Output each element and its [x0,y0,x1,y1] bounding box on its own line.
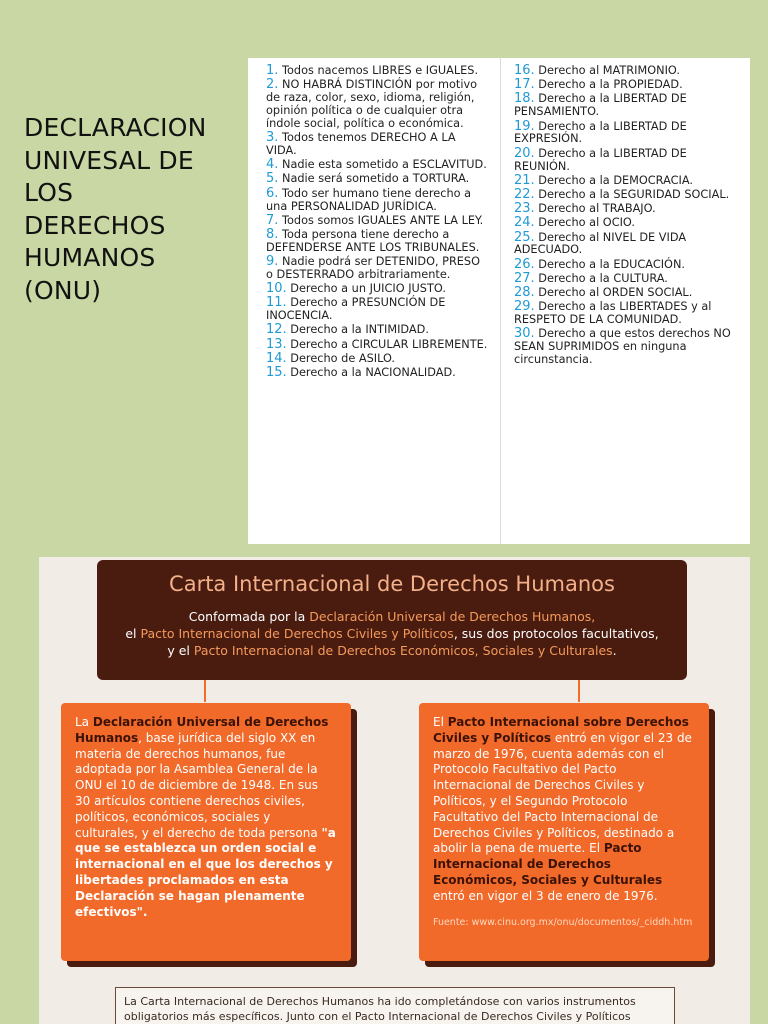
subtitle-highlight: Pacto Internacional de Derechos Económicos, Sociales y Culturales [193,643,613,658]
right-item [514,256,739,272]
carta-infographic [39,557,750,1024]
right-number: 5. [266,171,279,187]
right-item [266,226,488,255]
infographic-subtitle [97,608,687,659]
right-item [514,145,739,174]
right-text: Derecho a la SEGURIDAD SOCIAL. [538,187,730,201]
right-text: Derecho a PRESUNCIÓN DE INOCENCIA. [266,296,446,323]
box-text: entró en vigor el 3 de enero de 1976. [433,888,658,903]
right-text: Derecho a las LIBERTADES y al RESPETO DE LA COMUNIDAD. [514,300,712,327]
right-text: Derecho a la LIBERTAD DE PENSAMIENTO. [514,92,687,119]
right-number: 30. [514,326,535,342]
right-text: Nadie podrá ser DETENIDO, PRESO o DESTERRADO arbitrariamente. [266,255,480,281]
right-text: Nadie esta sometido a ESCLAVITUD. [282,158,487,172]
column-divider [500,58,501,544]
right-text: NO HABRÁ DISTINCIÓN por motivo de raza, color, sexo, idioma, religión, opinión política o de cualquier otra índole social, política o económica. [266,78,478,130]
right-item [266,324,488,337]
right-text: Derecho al MATRIMONIO. [538,64,680,77]
subtitle-highlight: Declaración Universal de Derechos Humanos, [309,609,596,624]
right-item [514,172,739,188]
right-number: 21. [514,172,535,188]
right-number: 26. [514,256,535,272]
right-number: 27. [514,270,535,286]
connector-line [204,680,206,702]
subtitle-text: , sus dos protocolos facultativos, [453,626,659,641]
right-item [514,217,739,230]
right-number: 19. [514,118,535,134]
right-item [266,350,488,366]
right-text: Derecho a la INTIMIDAD. [290,323,429,337]
right-item [266,79,488,131]
box-text: , base jurídica del siglo XX en materia de derechos humanos, fue adoptada por la Asamblea General de la ONU el 10 de diciembre de 1948. En sus 30 artículos contiene derechos civiles, políticos, económicos, sociales y culturales, y el derecho de toda persona [75,730,322,840]
right-text: Derecho a la CULTURA. [538,271,668,285]
right-text: Derecho a la DEMOCRACIA. [538,173,693,187]
right-text: Derecho al NIVEL DE VIDA ADECUADO. [514,230,687,257]
box-quote: "a que se establezca un orden social e internacional en el que los derechos y libertades proclamados en esta Declaración se hagan plenamente efectivos". [75,825,336,919]
right-item [266,65,488,78]
right-number: 1. [266,63,279,78]
right-number: 23. [514,201,535,217]
right-number: 9. [266,254,279,270]
right-number: 6. [266,185,279,201]
right-number: 3. [266,130,279,146]
right-text: Todos tenemos DERECHO A LA VIDA. [266,131,456,158]
right-item [514,93,739,119]
box-text: El [433,715,448,729]
right-number: 2. [266,77,279,93]
right-item [266,159,488,172]
right-text: Derecho a la NACIONALIDAD. [290,366,456,380]
right-text: Derecho al ORDEN SOCIAL. [538,286,693,300]
source-text: Fuente: www.cinu.org.mx/onu/documentos/_ciddh.htm [433,916,693,928]
right-number: 13. [266,336,287,352]
box-text-bold: Pacto Internacional sobre Derechos Civiles y Políticos [433,715,689,745]
right-text: Toda persona tiene derecho a DEFENDERSE ANTE LOS TRIBUNALES. [266,227,480,254]
right-item [514,270,739,286]
right-text: Derecho a la PROPIEDAD. [538,78,683,92]
right-item [266,297,488,323]
right-item [266,173,488,186]
right-item [514,229,739,258]
right-text: Derecho al TRABAJO. [538,202,656,216]
title-line: HUMANOS [24,243,156,272]
title-line: DERECHOS [24,210,166,240]
right-item [266,256,488,282]
infographic-title: Carta Internacional de Derechos Humanos [169,572,615,596]
box-text-bold: Declaración Universal de Derechos Humanos [75,715,329,745]
right-number: 15. [266,365,287,381]
right-item [514,203,739,216]
slide-title [24,112,239,307]
right-number: 14. [266,350,287,366]
right-number: 11. [266,295,287,311]
right-number: 28. [514,285,535,301]
right-number: 8. [266,226,279,242]
subtitle-text: el [125,626,141,641]
declaracion-box [61,703,351,961]
right-text: Derecho a la LIBERTAD DE REUNIÓN. [514,146,687,173]
right-text: Todo ser humano tiene derecho a una PERSONALIDAD JURÍDICA. [266,186,472,213]
right-text: Derecho a CIRCULAR LIBREMENTE. [290,337,488,351]
right-text: Derecho al OCIO. [538,216,635,230]
right-text: Todos nacemos LIBRES e IGUALES. [282,64,479,77]
right-number: 20. [514,145,535,161]
right-number: 24. [514,215,535,231]
right-number: 29. [514,299,535,315]
right-text: Derecho a que estos derechos NO SEAN SUPRIMIDOS en ninguna circunstancia. [514,327,731,367]
right-item [266,212,488,228]
right-item [514,186,739,202]
right-text: Derecho de ASILO. [290,351,396,365]
right-number: 18. [514,91,535,107]
right-item [514,65,739,78]
rights-list-image [248,58,750,544]
infographic-header [97,560,687,680]
subtitle-highlight: Pacto Internacional de Derechos Civiles y Políticos [140,626,454,641]
right-number: 7. [266,212,279,228]
right-text: Derecho a la EDUCACIÓN. [538,257,685,271]
right-number: 25. [514,229,535,245]
right-text: Derecho a la LIBERTAD DE EXPRESIÓN. [514,119,687,146]
right-item [266,336,488,352]
subtitle-text: . [612,643,617,658]
rights-column-right [514,65,739,368]
title-line: LOS [24,178,74,207]
right-item [514,328,739,367]
right-item [514,301,739,327]
title-line: (ONU) [24,275,102,305]
title-line: DECLARACION [24,113,207,142]
right-number: 4. [266,157,279,173]
subtitle-text: Conformada por la [188,609,310,624]
right-item [266,367,488,380]
right-item [514,79,739,92]
right-number: 10. [266,281,287,297]
rights-column-left [266,65,488,381]
right-text: Derecho a un JUICIO JUSTO. [290,282,446,296]
right-number: 22. [514,186,535,202]
right-number: 16. [514,63,535,78]
right-number: 12. [266,322,287,338]
pacto-box [419,703,709,961]
right-item [266,132,488,158]
right-item [514,287,739,300]
box-text-bold: Pacto Internacional de Derechos Económicos, Sociales y Culturales [433,841,663,887]
right-item [514,118,739,147]
right-item [266,283,488,296]
right-item [266,185,488,214]
bottom-note: La Carta Internacional de Derechos Humanos ha ido completándose con varios instrumentos obligatorios más específicos. Junto con el Pacto Internacional de Derechos Civiles y Políticos [115,987,675,1024]
connector-line [578,680,580,702]
box-text: entró en vigor el 23 de marzo de 1976, cuenta además con el Protocolo Facultativo del Pacto Internacional de Derechos Civiles y Políticos, y el Segundo Protocolo Facultativo del Pacto Internacional de Derechos Civiles y Políticos, destinado a abolir la pena de muerte. El [433,730,692,856]
right-number: 17. [514,77,535,93]
subtitle-text: y el [167,643,194,658]
box-text: La [75,715,93,729]
right-text: Nadie será sometido a TORTURA. [282,172,470,186]
title-line: UNIVESAL DE [24,145,194,175]
right-text: Todos somos IGUALES ANTE LA LEY. [282,213,484,227]
